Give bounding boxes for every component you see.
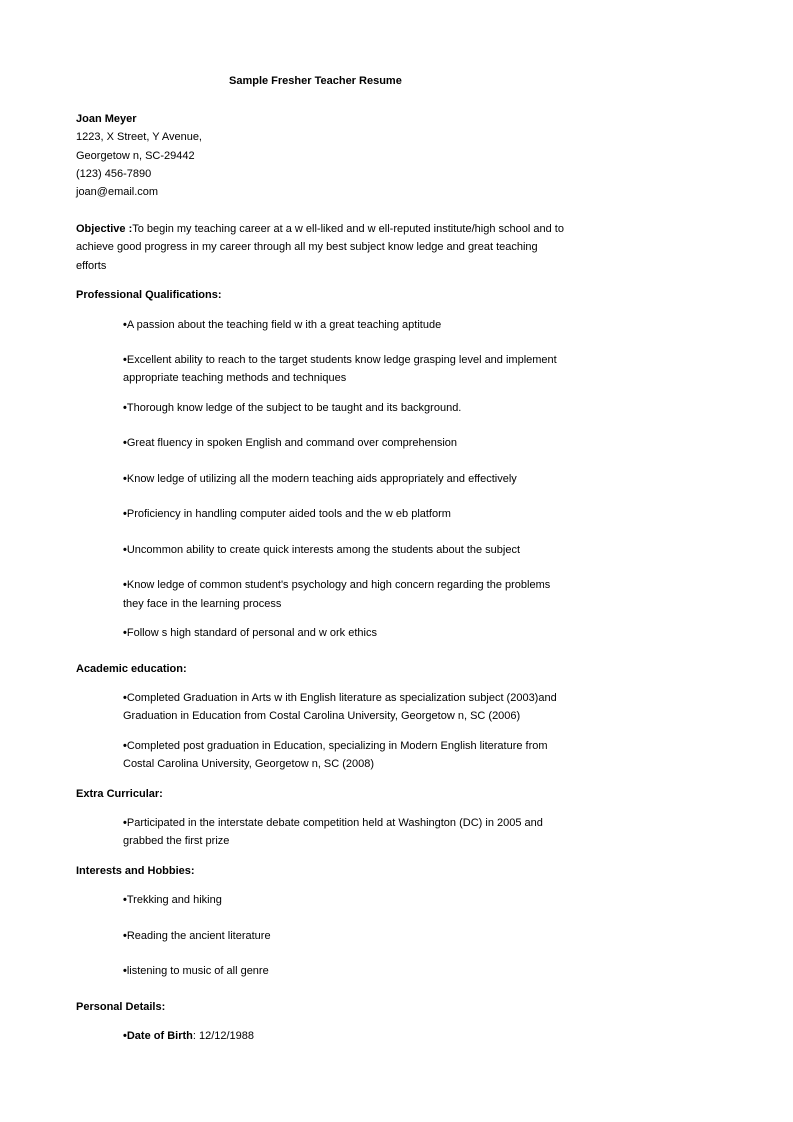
list-item: •Reading the ancient literature [123,930,271,942]
list-item: •Great fluency in spoken English and command over comprehension [123,437,458,449]
list-item: •Excellent ability to reach to the target students know ledge grasping level and implement [123,354,557,366]
bullet-icon: • [123,817,127,829]
section-heading-professional: Professional Qualifications: [76,289,222,301]
bullet-icon: • [123,1030,127,1042]
list-item-continuation: Costal Carolina University, Georgetow n, SC (2008) [123,758,375,770]
bullet-icon: • [123,437,127,449]
bullet-icon: • [123,473,127,485]
address-line-2: Georgetow n, SC-29442 [76,150,195,162]
candidate-name: Joan Meyer [76,113,137,125]
bullet-icon: • [123,354,127,366]
objective-text-1: To begin my teaching career at a w ell-liked and w ell-reputed institute/high school and to [132,223,564,235]
list-item [123,1029,254,1043]
bullet-icon: • [123,579,127,591]
bullet-icon: • [123,508,127,520]
section-heading-interests: Interests and Hobbies: [76,865,195,877]
list-item: •Follow s high standard of personal and w ork ethics [123,627,377,639]
dob-label: Date of Birth [126,1030,193,1042]
bullet-icon: • [123,402,127,414]
email-address: joan@email.com [76,186,159,198]
bullet-icon: • [123,544,127,556]
objective-line-2: achieve good progress in my career through all my best subject know ledge and great teaching [76,241,538,253]
list-item: •Know ledge of common student's psychology and high concern regarding the problems [123,579,551,591]
section-heading-extra-curricular: Extra Curricular: [76,788,163,800]
bullet-icon: • [123,930,127,942]
list-item-continuation: Graduation in Education from Costal Carolina University, Georgetow n, SC (2006) [123,710,521,722]
bullet-icon: • [123,692,127,704]
list-item: •Uncommon ability to create quick interests among the students about the subject [123,544,521,556]
list-item-continuation: they face in the learning process [123,598,282,610]
bullet-icon: • [123,894,127,906]
bullet-icon: • [123,627,127,639]
list-item-continuation: grabbed the first prize [123,835,230,847]
objective-line-3: efforts [76,260,107,272]
dob-value: : 12/12/1988 [192,1030,255,1042]
list-item: •Participated in the interstate debate competition held at Washington (DC) in 2005 and [123,817,543,829]
list-item-continuation: appropriate teaching methods and techniques [123,372,347,384]
section-heading-academic: Academic education: [76,663,187,675]
list-item: •Completed post graduation in Education, specializing in Modern English literature from [123,740,548,752]
list-item: •listening to music of all genre [123,965,269,977]
bullet-icon: • [123,740,127,752]
list-item: •A passion about the teaching field w ith a great teaching aptitude [123,319,442,331]
phone-number: (123) 456-7890 [76,168,152,180]
list-item: •Trekking and hiking [123,894,222,906]
list-item: •Proficiency in handling computer aided tools and the w eb platform [123,508,451,520]
bullet-icon: • [123,965,127,977]
section-heading-personal: Personal Details: [76,1001,166,1013]
objective-line-1 [76,222,564,236]
list-item: •Completed Graduation in Arts w ith English literature as specialization subject (2003)and [123,692,557,704]
address-line-1: 1223, X Street, Y Avenue, [76,131,202,143]
bullet-icon: • [123,319,127,331]
page-title: Sample Fresher Teacher Resume [229,75,402,87]
list-item: •Know ledge of utilizing all the modern teaching aids appropriately and effectively [123,473,517,485]
objective-label: Objective : [76,223,133,235]
list-item: •Thorough know ledge of the subject to be taught and its background. [123,402,462,414]
